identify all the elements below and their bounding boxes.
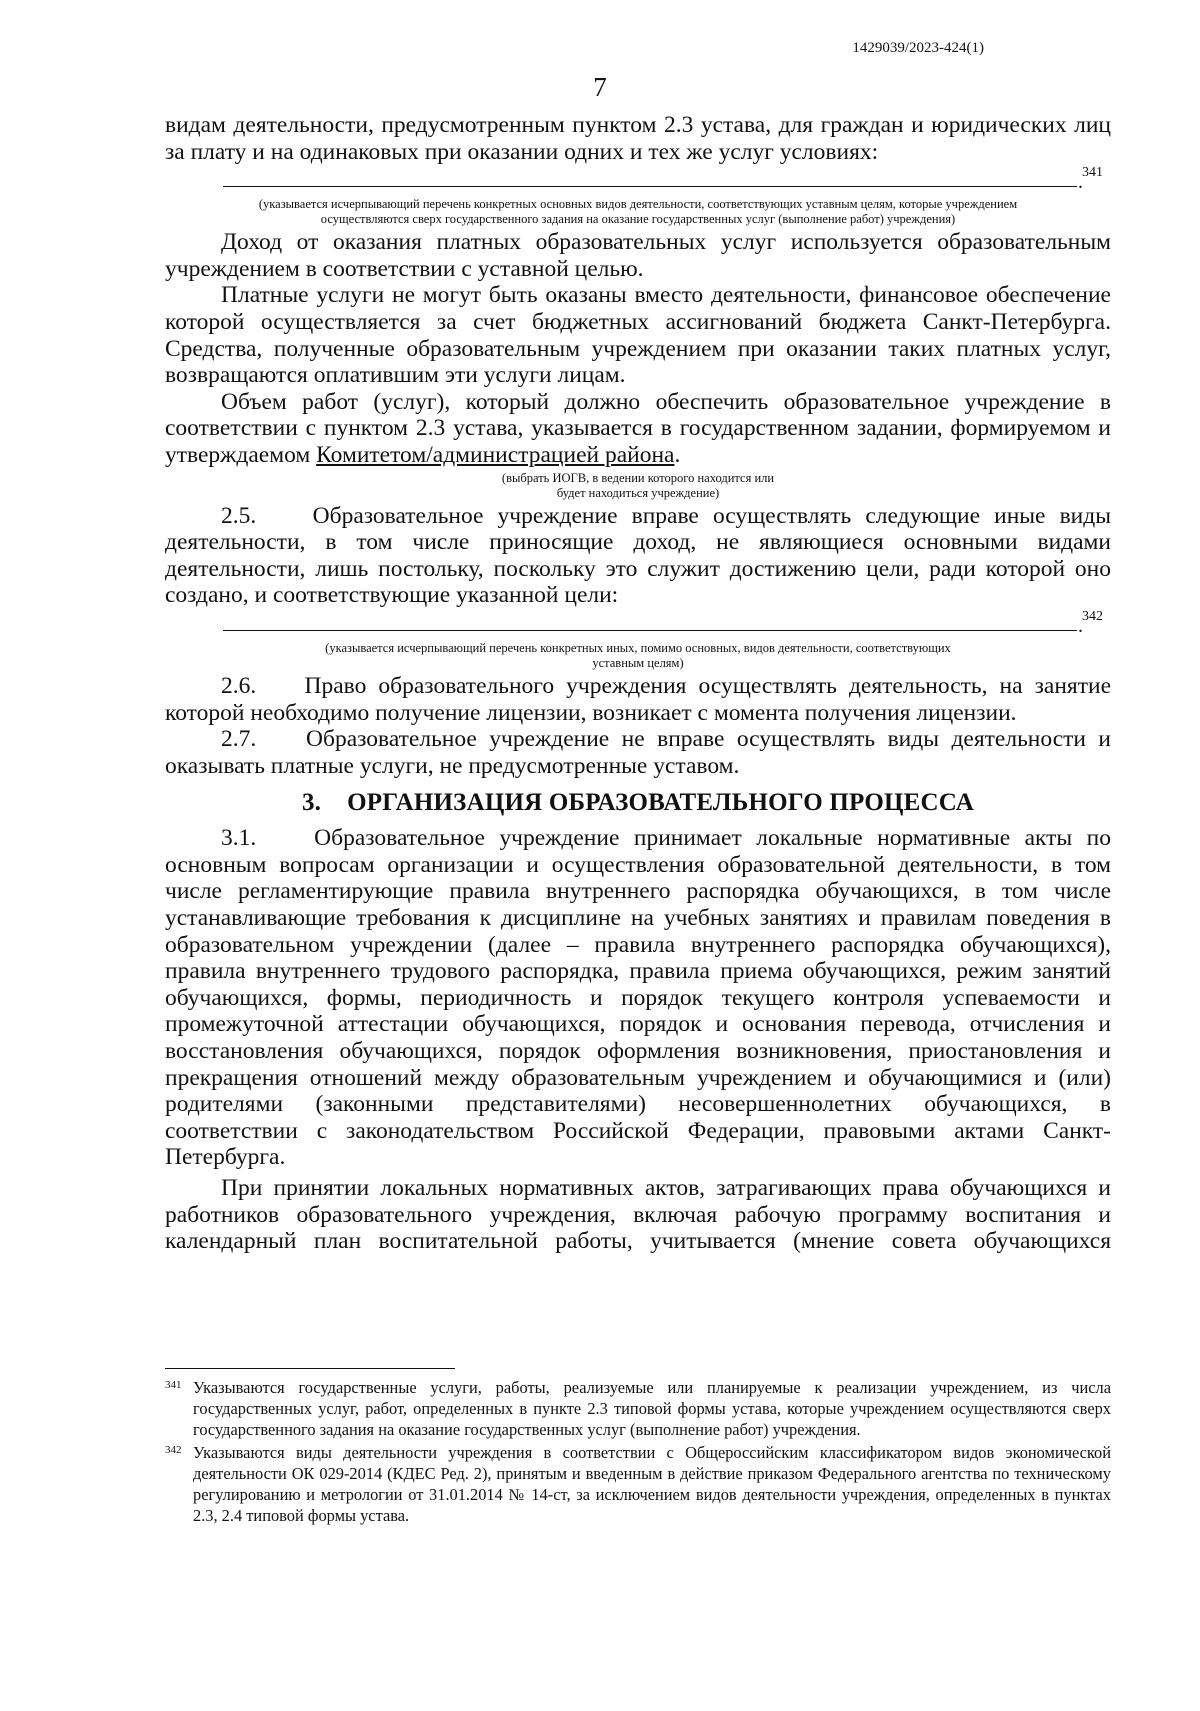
footnote-text: Указываются государственные услуги, работы, реализуемые или планируемые к реализации учреждением, из числа государственных услуг, работ, определенных в пункте 2.3 типовой формы устава, которые учреждением осуществляются сверх государственного задания на оказание государственных услуг (выполнение работ) учреждения. <box>193 1378 1111 1439</box>
fill-line-341 <box>165 165 1111 195</box>
fill-line-342 <box>165 609 1111 639</box>
blank-line-period: . <box>1078 614 1083 637</box>
blank-line-period: . <box>1078 171 1083 194</box>
document-number: 1429039/2023-424(1) <box>852 40 984 56</box>
section-title: ОРГАНИЗАЦИЯ ОБРАЗОВАТЕЛЬНОГО ПРОЦЕССА <box>347 789 975 817</box>
footnote-marker: 341 <box>165 1379 182 1391</box>
document-body <box>165 112 1111 1255</box>
clause-number: 2.7. <box>221 726 257 753</box>
paragraph-work-volume: Объем работ (услуг), который должно обеспечить образовательное учреждение в соответствии с пунктом 2.3 устава, указывается в государственном задании, формируемом и утверждаемом Комитетом/администрацией района. <box>165 388 1111 468</box>
paragraph-intro: видам деятельности, предусмотренным пунктом 2.3 устава, для граждан и юридических лиц за плату и на одинаковых при оказании одних и тех же услуг условиях: <box>165 112 1111 165</box>
note-other-activities: (указывается исчерпывающий перечень конкретных иных, помимо основных, видов деятельности, соответствующих уставным целям) <box>325 640 951 670</box>
footnote-separator <box>165 1368 455 1369</box>
paragraph-income: Доход от оказания платных образовательных услуг используется образовательным учреждением в соответствии с уставной целью. <box>165 229 1111 282</box>
footnote-ref-341: 341 <box>1082 165 1103 181</box>
note-authority: (выбрать ИОГВ, в ведении которого находится или будет находиться учреждение) <box>501 470 775 500</box>
blank-line <box>223 186 1077 187</box>
paragraph-2-5: 2.5. Образовательное учреждение вправе осуществлять следующие иные виды деятельности, в том числе приносящие доход, не являющиеся основными видами деятельности, лишь постольку, поскольку это служит достижению цели, ради которой оно создано, и соответствующие указанной цели: <box>165 502 1112 609</box>
footnote-marker: 342 <box>165 1444 182 1456</box>
footnote-text: Указываются виды деятельности учреждения в соответствии с Общероссийским классификатором видов экономической деятельности ОК 029-2014 (КДЕС Ред. 2), принятым и введенным в действие приказом Федерального агентства по техническому регулированию и метрологии от 31.01.2014 № 14-ст, за исключением видов деятельности учреждения, определенных в пунктах 2.3, 2.4 типовой формы устава. <box>193 1443 1111 1525</box>
clause-number: 3.1. <box>221 825 257 852</box>
paragraph-3-1: 3.1. Образовательное учреждение принимает локальные нормативные акты по основным вопросам организации и осуществления образовательной деятельности, в том числе регламентирующие правила внутреннего распорядка обучающихся, в том числе устанавливающие требования к дисциплине на учебных занятиях и правилам поведения в образовательном учреждении (далее – правила внутреннего распорядка обучающихся), правила внутреннего трудового распорядка, правила приема обучающихся, режим занятий обучающихся, формы, периодичность и порядок текущего контроля успеваемости и промежуточной аттестации обучающихся, порядок и основания перевода, отчисления и восстановления обучающихся, порядок оформления возникновения, приостановления и прекращения отношений между образовательным учреждением и обучающимися и (или) родителями (законными представителями) несовершеннолетних обучающихся, в соответствии с законодательством Российской Федерации, правовыми актами Санкт-Петербурга. <box>165 825 1111 1171</box>
paragraph-2-7: 2.7. Образовательное учреждение не вправе осуществлять виды деятельности и оказывать платные услуги, не предусмотренные уставом. <box>165 726 1111 779</box>
paragraph-local-acts: При принятии локальных нормативных актов, затрагивающих права обучающихся и работников образовательного учреждения, включая рабочую программу воспитания и календарный план воспитательной работы, учитывается (мнение совета обучающихся <box>165 1175 1111 1255</box>
footnote-341 <box>165 1377 1111 1440</box>
blank-line <box>223 630 1077 631</box>
clause-number: 2.6. <box>221 672 257 699</box>
page-number: 7 <box>593 72 607 102</box>
clause-number: 2.5. <box>221 502 257 529</box>
section-number: 3. <box>301 789 322 817</box>
note-main-activities: (указывается исчерпывающий перечень конкретных основных видов деятельности, соответствующих уставным целям, которые учреждением осуществляются сверх государственного задания на оказание государственных услуг (выполнение работ) учреждения) <box>258 197 1018 227</box>
paragraph-2-6: 2.6. Право образовательного учреждения осуществлять деятельность, на занятие которой необходимо получение лицензии, возникает с момента получения лицензии. <box>165 672 1111 726</box>
footnotes <box>165 1377 1111 1528</box>
footnote-342 <box>165 1442 1111 1526</box>
section-heading <box>165 789 1111 817</box>
authority-placeholder: Комитетом/администрацией района <box>316 441 675 468</box>
paragraph-paid-services: Платные услуги не могут быть оказаны вместо деятельности, финансовое обеспечение которой осуществляется за счет бюджетных ассигнований бюджета Санкт-Петербурга. Средства, полученные образовательным учреждением при оказании таких платных услуг, возвращаются оплатившим эти услуги лицам. <box>165 282 1111 389</box>
footnote-ref-342: 342 <box>1082 608 1103 624</box>
